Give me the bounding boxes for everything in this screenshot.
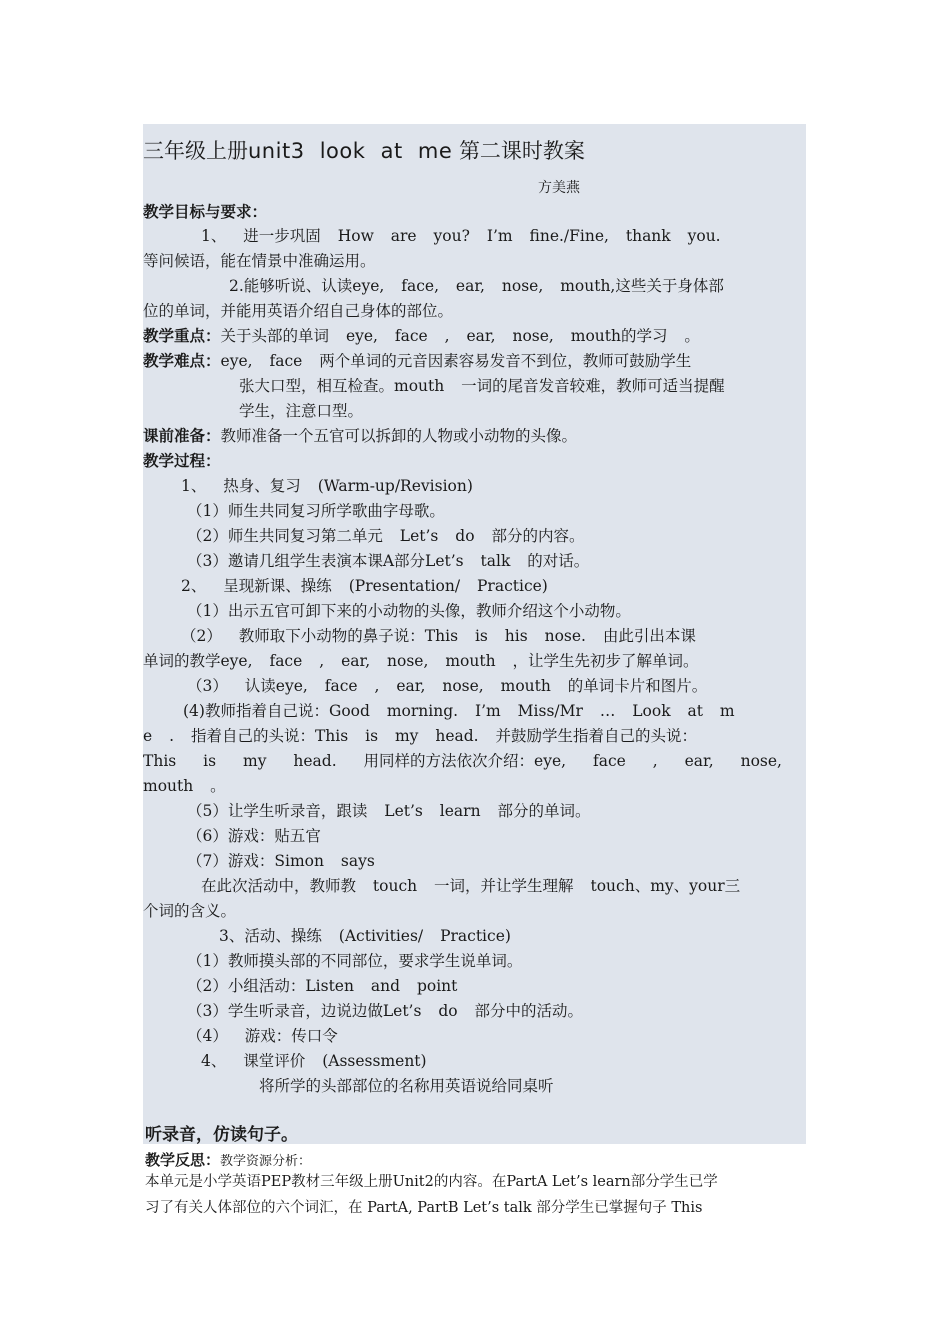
- step-4-item-1: 将所学的头部部位的名称用英语说给同桌听: [259, 1077, 554, 1095]
- analysis-paragraph-line-1: 本单元是小学英语PEP教材三年级上册Unit2的内容。在PartA Let’s learn部分学生已学: [145, 1174, 718, 1190]
- listen-and-repeat-line: 听录音，仿读句子。: [145, 1125, 298, 1145]
- step-2-item-4-line-2: e . 指着自己的头说：This is my head. 并鼓励学生指着自己的头说：: [143, 727, 698, 745]
- reflection-label: 教学反思：: [145, 1151, 221, 1169]
- difficult-points: [143, 349, 691, 373]
- step-2-item-2-line-2: 单词的教学eye, face , ear, nose, mouth ，让学生先初步了解单词。: [143, 652, 699, 670]
- step-2-note-line-1: 在此次活动中，教师教 touch 一词，并让学生理解 touch、my、your三: [201, 877, 741, 895]
- step-3-item-2: （2）小组活动：Listen and point: [187, 977, 458, 995]
- process-heading: 教学过程：: [143, 451, 221, 470]
- difficult-points-text-2: 张大口型，相互检查。mouth 一词的尾音发音较难，教师可适当提醒: [239, 377, 725, 395]
- goal-2-line-2: 位的单词，并能用英语介绍自己身体的部位。: [143, 302, 454, 320]
- step-1-item-2: （2）师生共同复习第二单元 Let’s do 部分的内容。: [187, 527, 585, 545]
- step-2-item-4-line-3: This is my head. 用同样的方法依次介绍：eye, face , ear, nose,: [143, 752, 782, 770]
- step-2-item-2-line-1: （2） 教师取下小动物的鼻子说：This is his nose. 由此引出本课: [181, 627, 696, 645]
- title-chinese-part2: 第二课时教案: [458, 139, 585, 163]
- difficult-points-label: 教学难点：: [143, 351, 221, 370]
- difficult-points-text-1: eye, face 两个单词的元音因素容易发音不到位，教师可鼓励学生: [220, 352, 692, 370]
- step-1-item-1: （1）师生共同复习所学歌曲字母歌。: [187, 502, 445, 520]
- preparation-label: 课前准备：: [143, 426, 221, 445]
- key-points-text: 关于头部的单词 eye, face , ear, nose, mouth的学习 。: [220, 327, 700, 345]
- document-title: [143, 136, 585, 166]
- step-2-item-6: （6）游戏：贴五官: [187, 827, 321, 845]
- step-2-item-5: （5）让学生听录音，跟读 Let’s learn 部分的单词。: [187, 802, 591, 820]
- goal-2-line-1: 2.能够听说、认读eye, face, ear, nose, mouth,这些关于身体部: [229, 277, 724, 295]
- step-2-item-4-line-4: mouth 。: [143, 777, 226, 795]
- preparation: [143, 424, 577, 448]
- title-chinese-part1: 三年级上册: [143, 139, 248, 163]
- preparation-text: 教师准备一个五官可以拆卸的人物或小动物的头像。: [220, 427, 578, 445]
- analysis-paragraph-line-2: 习了有关人体部位的六个词汇，在 PartA, PartB Let’s talk 部分学生已掌握句子 This: [145, 1200, 703, 1216]
- goal-1-line-1: 1、 进一步巩固 How are you? I’m fine./Fine, thank you.: [201, 227, 721, 245]
- step-2-item-7: （7）游戏：Simon says: [187, 852, 375, 870]
- step-3-item-4: （4） 游戏：传口令: [187, 1027, 338, 1045]
- step-4-assessment: 4、 课堂评价 (Assessment): [201, 1052, 427, 1070]
- step-2-note-line-2: 个词的含义。: [143, 902, 237, 920]
- step-2-item-4-line-1: (4)教师指着自己说：Good morning. I’m Miss/Mr … Look at m: [183, 702, 735, 720]
- step-3-item-3: （3）学生听录音，边说边做Let’s do 部分中的活动。: [187, 1002, 584, 1020]
- key-points-label: 教学重点：: [143, 326, 221, 345]
- step-3-item-1: （1）教师摸头部的不同部位，要求学生说单词。: [187, 952, 523, 970]
- difficult-points-text-3: 学生，注意口型。: [239, 402, 364, 420]
- step-1-item-3: （3）邀请几组学生表演本课A部分Let’s talk 的对话。: [187, 552, 590, 570]
- resource-analysis-label: 教学资源分析：: [220, 1154, 312, 1169]
- step-2-presentation: 2、 呈现新课、操练 (Presentation/ Practice): [181, 577, 548, 595]
- step-1-warmup: 1、 热身、复习 (Warm-up/Revision): [181, 477, 473, 495]
- step-2-item-1: （1）出示五官可卸下来的小动物的头像，教师介绍这个小动物。: [187, 602, 631, 620]
- reflection-line: [145, 1149, 311, 1170]
- goal-1-line-2: 等问候语，能在情景中准确运用。: [143, 252, 376, 270]
- author-name: 方美燕: [538, 180, 580, 196]
- title-english-part: unit3 look at me: [248, 139, 453, 163]
- step-2-item-3: （3） 认读eye, face , ear, nose, mouth 的单词卡片和图片。: [187, 677, 708, 695]
- key-points: [143, 324, 700, 348]
- step-3-activities: 3、活动、操练 (Activities/ Practice): [219, 927, 511, 945]
- goals-heading: 教学目标与要求：: [143, 202, 268, 221]
